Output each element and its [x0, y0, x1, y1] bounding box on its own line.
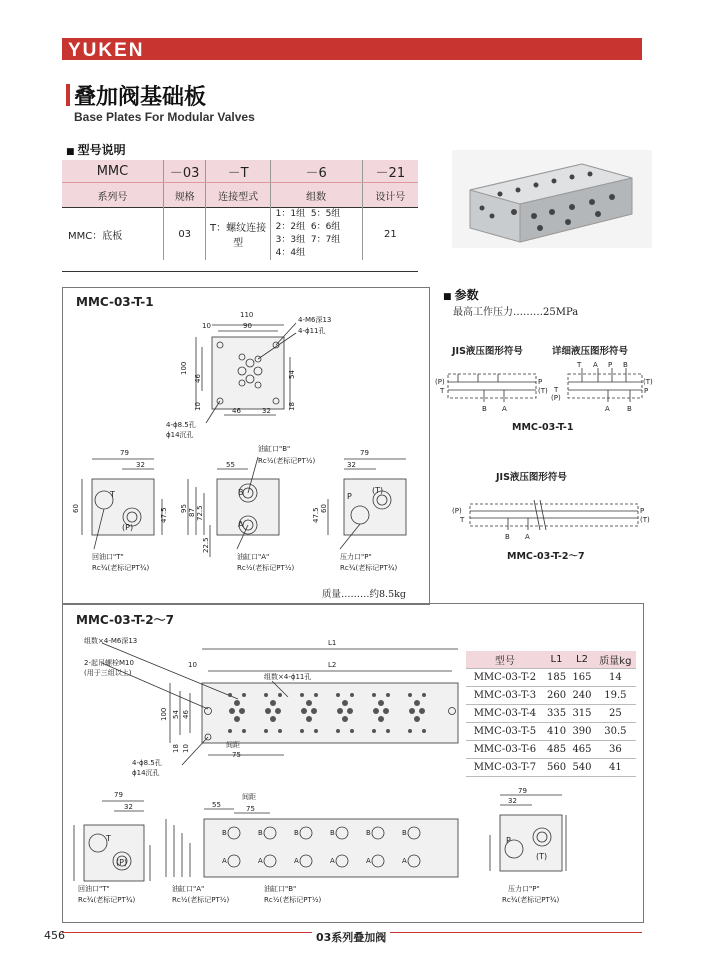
dim-label: 54: [288, 370, 296, 379]
dim-label: 32: [124, 803, 133, 811]
group-cell: [270, 208, 362, 261]
portA-label: 油缸口"A": [237, 553, 270, 561]
svg-text:(T): (T): [538, 387, 548, 395]
dim-label: 79: [360, 449, 369, 457]
return-label: 回油口"T": [92, 553, 124, 561]
svg-text:B: B: [627, 405, 632, 413]
jis-symbol-label: JIS液压图形符号: [452, 346, 523, 357]
model-table: [62, 160, 418, 260]
value-cell: MMC：底板: [62, 208, 163, 261]
table-cell: MMC-03-T-7: [466, 759, 544, 777]
table-cell: 25: [595, 705, 636, 723]
dim-label: 32: [347, 461, 356, 469]
code-cell: －T: [206, 160, 270, 183]
svg-text:B: B: [366, 829, 371, 837]
dim-label: 55: [212, 801, 221, 809]
code-cell: －03: [163, 160, 206, 183]
dim-label: 22.5: [202, 537, 210, 553]
svg-text:(P): (P): [551, 394, 561, 402]
dim-label: 32: [508, 797, 517, 805]
dim-label: 10: [182, 744, 190, 753]
table-bottom-rule: [62, 271, 418, 272]
dim-label: 32: [136, 461, 145, 469]
svg-text:B: B: [258, 829, 263, 837]
portA-thread: Rc½(老标记PT½): [237, 564, 295, 572]
svg-text:A: A: [222, 857, 227, 865]
svg-text:(P): (P): [452, 507, 462, 515]
svg-text:B: B: [330, 829, 335, 837]
dim-label: 87: [188, 508, 196, 517]
L2-label: L2: [328, 661, 337, 669]
dim-label: 79: [120, 449, 129, 457]
bolt-label: 4-ϕ8.5孔: [132, 759, 162, 767]
group-item: 2：2组: [275, 222, 306, 232]
table-cell: 390: [569, 723, 594, 741]
svg-text:B: B: [623, 361, 628, 369]
svg-text:P: P: [506, 836, 511, 845]
table-cell: 36: [595, 741, 636, 759]
dim-label: 10: [188, 661, 197, 669]
drawing2-elevations: [62, 603, 642, 921]
mass-label: 质量………约8.5kg: [322, 589, 406, 600]
svg-text:A: A: [605, 405, 610, 413]
page-subtitle: Base Plates For Modular Valves: [74, 110, 255, 124]
dim-label: 46: [232, 407, 241, 415]
pitch-label: 间距: [226, 741, 240, 749]
table-cell: MMC-03-T-2: [466, 669, 544, 687]
svg-text:P: P: [347, 492, 352, 501]
dim-label: 95: [180, 504, 188, 513]
svg-text:T: T: [460, 516, 465, 524]
hydraulic-symbol-2: [430, 492, 650, 542]
model-value-row: [62, 208, 418, 261]
model-code-row: [62, 160, 418, 183]
portB-thread: Rc½(老标记PT½): [258, 457, 316, 465]
lift-note: (用于三组以上): [84, 669, 132, 677]
table-cell: 315: [569, 705, 594, 723]
svg-text:(T): (T): [643, 378, 653, 386]
table-cell: MMC-03-T-3: [466, 687, 544, 705]
svg-text:A: A: [525, 533, 530, 541]
group-item: 1：1组: [275, 209, 306, 219]
svg-text:T: T: [106, 834, 111, 843]
brand-bar: [62, 38, 642, 60]
group-item: 6：6组: [310, 222, 341, 232]
svg-text:(T): (T): [372, 486, 384, 495]
cbore-label: ϕ14沉孔: [166, 431, 194, 439]
value-cell: 21: [362, 208, 418, 261]
svg-text:P: P: [640, 507, 645, 515]
bolt-label: 4-ϕ8.5孔: [166, 421, 196, 429]
symbol-caption-2: MMC-03-T-2～7: [507, 551, 585, 562]
value-cell: T：螺纹连接型: [206, 208, 270, 261]
page-number: 456: [44, 929, 65, 942]
dim-label: 75: [246, 805, 255, 813]
table-cell: 540: [569, 759, 594, 777]
dim-label: 47.5: [160, 507, 168, 523]
cbore-label: ϕ14沉孔: [132, 769, 160, 777]
table-cell: 14: [595, 669, 636, 687]
dim-label: 10: [202, 322, 211, 330]
table-cell: 485: [544, 741, 569, 759]
lift-label: 2-起吊螺栓M10: [84, 659, 134, 667]
svg-text:B: B: [505, 533, 510, 541]
svg-text:B: B: [222, 829, 227, 837]
drawing1-elevations: [62, 287, 428, 603]
hydraulic-symbol-1: [430, 360, 653, 415]
name-cell: 连接型式: [206, 183, 270, 208]
name-cell: 规格: [163, 183, 206, 208]
table-header: 型号: [466, 651, 544, 669]
dim-label: 18: [172, 744, 180, 753]
table-cell: 260: [544, 687, 569, 705]
dim-label: 46: [182, 710, 190, 719]
pressure-label: 压力口"P": [508, 885, 540, 893]
dim-label: 18: [288, 402, 296, 411]
table-cell: MMC-03-T-4: [466, 705, 544, 723]
pitch-value: 75: [232, 751, 241, 759]
symbol-caption-1: MMC-03-T-1: [512, 422, 574, 433]
table-cell: 165: [569, 669, 594, 687]
tap-label: 4-M6深13: [298, 316, 332, 324]
svg-text:A: A: [366, 857, 371, 865]
portB-thread: Rc½(老标记PT½): [264, 896, 322, 904]
svg-text:B: B: [482, 405, 487, 413]
table-header: L2: [569, 651, 594, 669]
portA-thread: Rc½(老标记PT½): [172, 896, 230, 904]
product-photo: [452, 150, 652, 248]
max-pressure: 最高工作压力………25MPa: [453, 307, 579, 318]
dim-label: 79: [518, 787, 527, 795]
pressure-thread: Rc¾(老标记PT¾): [340, 564, 398, 572]
table-cell: 41: [595, 759, 636, 777]
dim-label: 72.5: [196, 505, 204, 521]
dim-label: 54: [172, 710, 180, 719]
group-item: 5：5组: [310, 209, 341, 219]
dim-label: 32: [262, 407, 271, 415]
svg-text:B: B: [238, 488, 244, 497]
dim-label: 10: [194, 402, 202, 411]
title-mark: [66, 84, 70, 106]
svg-text:B: B: [294, 829, 299, 837]
return-thread: Rc¾(老标记PT¾): [92, 564, 150, 572]
table-cell: 19.5: [595, 687, 636, 705]
svg-text:A: A: [502, 405, 507, 413]
svg-text:(P): (P): [435, 378, 445, 386]
dim-label: 47.5: [312, 507, 320, 523]
table-cell: 240: [569, 687, 594, 705]
footer-series: 03系列叠加阀: [312, 929, 390, 945]
svg-text:A: A: [593, 361, 598, 369]
table-cell: MMC-03-T-5: [466, 723, 544, 741]
svg-text:A: A: [258, 857, 263, 865]
svg-text:B: B: [402, 829, 407, 837]
jis-symbol-label-2: JIS液压图形符号: [496, 472, 567, 483]
table-header: L1: [544, 651, 569, 669]
tap-label: 组数×4-M6深13: [84, 637, 138, 645]
table-header: 质量kg: [595, 651, 636, 669]
svg-text:(T): (T): [640, 516, 650, 524]
table-cell: MMC-03-T-6: [466, 741, 544, 759]
code-cell: －21: [362, 160, 418, 183]
table-cell: 410: [544, 723, 569, 741]
portB-label: 油缸口"B": [264, 885, 297, 893]
pitch-label-2: 间距: [242, 793, 256, 801]
svg-text:P: P: [538, 378, 543, 386]
svg-text:T: T: [554, 386, 559, 394]
drawing1-title: MMC-03-T-1: [76, 295, 154, 309]
L1-label: L1: [328, 639, 337, 647]
group-item: 3：3组: [275, 235, 306, 245]
page-title: 叠加阀基础板: [74, 85, 207, 110]
portA-label: 油缸口"A": [172, 885, 205, 893]
svg-text:A: A: [238, 520, 244, 529]
svg-text:P: P: [608, 361, 613, 369]
svg-text:A: A: [402, 857, 407, 865]
dim-label: 90: [243, 322, 252, 330]
value-cell: 03: [163, 208, 206, 261]
return-label: 回油口"T": [78, 885, 110, 893]
portB-label: 油缸口"B": [258, 445, 291, 453]
svg-text:A: A: [294, 857, 299, 865]
dim-label: 60: [320, 504, 328, 513]
code-cell: MMC: [62, 160, 163, 183]
svg-text:A: A: [330, 857, 335, 865]
name-cell: 设计号: [362, 183, 418, 208]
table-cell: 560: [544, 759, 569, 777]
dim-label: 55: [226, 461, 235, 469]
dim-label: 79: [114, 791, 123, 799]
dim-label: 46: [194, 374, 202, 383]
pressure-label: 压力口"P": [340, 553, 372, 561]
dim-label: 100: [160, 707, 168, 721]
hole-label: 4-ϕ11孔: [298, 327, 326, 335]
detail-symbol-label: 详细液压图形符号: [552, 346, 629, 357]
svg-text:T: T: [110, 490, 115, 499]
svg-text:(P): (P): [116, 858, 128, 867]
hole-label: 组数×4-ϕ11孔: [264, 673, 312, 681]
model-heading: ■ 型号说明: [66, 141, 126, 158]
model-name-row: [62, 183, 418, 208]
table-cell: 30.5: [595, 723, 636, 741]
return-thread: Rc¾(老标记PT¾): [78, 896, 136, 904]
params-heading: ■ 参数: [443, 286, 479, 303]
table-cell: 185: [544, 669, 569, 687]
svg-text:(T): (T): [536, 852, 548, 861]
dim-label: 100: [180, 361, 188, 375]
table-cell: 465: [569, 741, 594, 759]
svg-text:P: P: [644, 387, 649, 395]
brand-logo: YUKEN: [68, 40, 145, 61]
svg-text:T: T: [577, 361, 582, 369]
svg-text:T: T: [440, 387, 445, 395]
code-cell: －6: [270, 160, 362, 183]
dim-label: 110: [240, 311, 254, 319]
group-item: 7：7组: [310, 235, 341, 245]
drawing2-title: MMC-03-T-2～7: [76, 613, 174, 627]
svg-text:(P): (P): [122, 523, 134, 532]
group-item: 4：4组: [275, 248, 306, 258]
pressure-thread: Rc¾(老标记PT¾): [502, 896, 560, 904]
name-cell: 系列号: [62, 183, 163, 208]
name-cell: 组数: [270, 183, 362, 208]
table-cell: 335: [544, 705, 569, 723]
dim-label: 60: [72, 504, 80, 513]
